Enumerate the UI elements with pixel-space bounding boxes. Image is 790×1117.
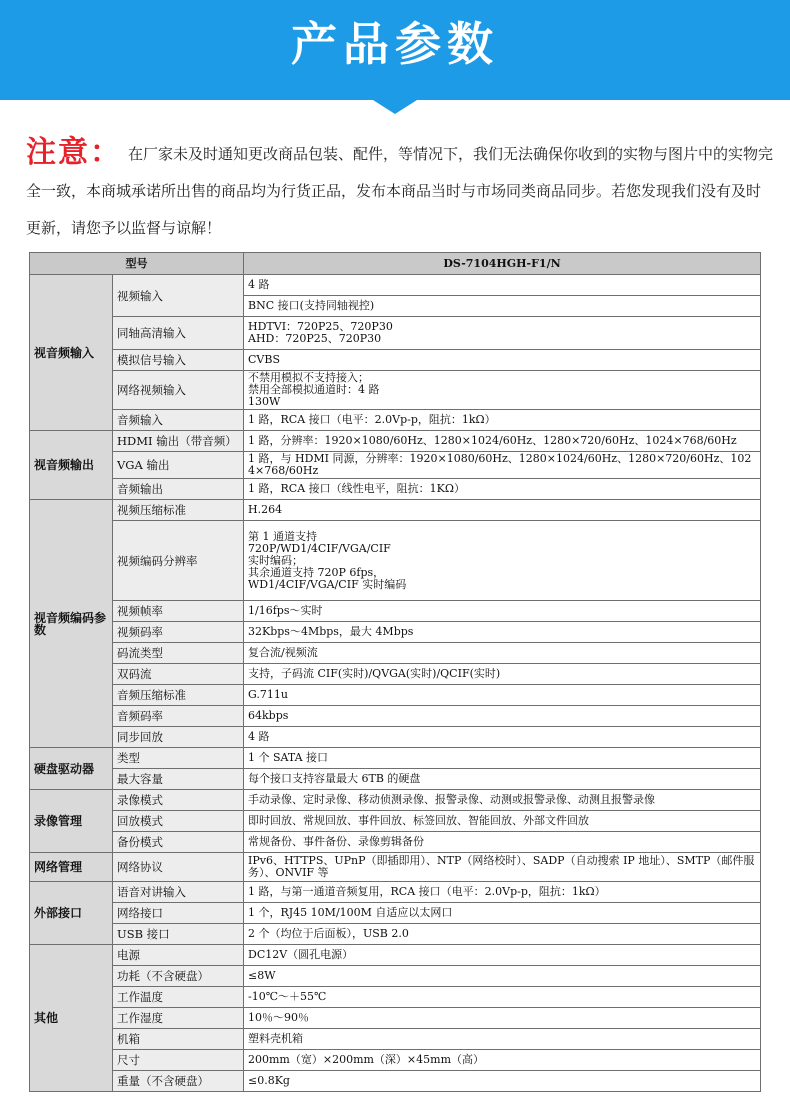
spec-label: 双码流	[113, 664, 244, 685]
spec-value: H.264	[244, 500, 761, 521]
spec-value: 10％～90％	[244, 1008, 761, 1029]
spec-value-line: WD1/4CIF/VGA/CIF 实时编码	[248, 577, 407, 591]
table-row	[30, 350, 761, 371]
spec-label: HDMI 输出（带音频）	[113, 431, 244, 452]
spec-label: 同步回放	[113, 727, 244, 748]
table-row	[30, 832, 761, 853]
spec-label: 网络视频输入	[113, 371, 244, 410]
spec-value: IPv6、HTTPS、UPnP（即插即用）、NTP（网络校时）、SADP（自动搜索 IP 地址）、SMTP（邮件服务）、ONVIF 等	[244, 853, 761, 882]
spec-label: 同轴高清输入	[113, 317, 244, 350]
table-row	[30, 1008, 761, 1029]
table-row	[30, 769, 761, 790]
spec-label: 视频帧率	[113, 601, 244, 622]
spec-value: G.711u	[244, 685, 761, 706]
table-row	[30, 987, 761, 1008]
spec-label: 电源	[113, 945, 244, 966]
table-row	[30, 924, 761, 945]
spec-value: ≤8W	[244, 966, 761, 987]
spec-value: 1 路，RCA 接口（电平：2.0Vp-p，阻抗：1kΩ）	[244, 410, 761, 431]
spec-value: 塑料壳机箱	[244, 1029, 761, 1050]
page-title: 产品参数	[291, 17, 499, 71]
spec-value: 复合流/视频流	[244, 643, 761, 664]
spec-value: 1 路，与第一通道音频复用，RCA 接口（电平：2.0Vp-p，阻抗：1kΩ）	[244, 882, 761, 903]
spec-value: 支持，子码流 CIF(实时)/QVGA(实时)/QCIF(实时)	[244, 664, 761, 685]
category-cell: 录像管理	[30, 790, 113, 853]
table-row	[30, 410, 761, 431]
spec-label: 机箱	[113, 1029, 244, 1050]
spec-label: 音频码率	[113, 706, 244, 727]
spec-value: 1 个，RJ45 10M/100M 自适应以太网口	[244, 903, 761, 924]
spec-value: 2 个（均位于后面板），USB 2.0	[244, 924, 761, 945]
spec-label: 视频输入	[113, 275, 244, 317]
spec-label: 工作温度	[113, 987, 244, 1008]
spec-value-line: 不禁用模拟不支持接入；	[248, 371, 369, 384]
table-row	[30, 790, 761, 811]
spec-value-line: AHD：720P25、720P30	[248, 332, 382, 345]
spec-value	[244, 371, 761, 410]
spec-label: 工作湿度	[113, 1008, 244, 1029]
spec-label: 模拟信号输入	[113, 350, 244, 371]
spec-value-line: 实时编码；	[248, 553, 303, 567]
category-cell: 硬盘驱动器	[30, 748, 113, 790]
category-cell: 外部接口	[30, 882, 113, 945]
table-row	[30, 945, 761, 966]
category-cell: 视音频输出	[30, 431, 113, 500]
spec-value: ≤0.8Kg	[244, 1071, 761, 1092]
spec-label: 网络协议	[113, 853, 244, 882]
spec-label: USB 接口	[113, 924, 244, 945]
spec-value: 即时回放、常规回放、事件回放、标签回放、智能回放、外部文件回放	[244, 811, 761, 832]
spec-value: BNC 接口(支持同轴视控)	[244, 296, 761, 317]
notice-paragraph	[26, 134, 774, 247]
table-row	[30, 371, 761, 410]
table-row	[30, 431, 761, 452]
table-row	[30, 601, 761, 622]
spec-value: 1/16fps～实时	[244, 601, 761, 622]
spec-label: 最大容量	[113, 769, 244, 790]
spec-value: 1 个 SATA 接口	[244, 748, 761, 769]
table-row	[30, 500, 761, 521]
category-cell: 视音频输入	[30, 275, 113, 431]
table-row	[30, 479, 761, 500]
spec-value: 每个接口支持容量最大 6TB 的硬盘	[244, 769, 761, 790]
spec-label: VGA 输出	[113, 452, 244, 479]
spec-label: 音频输出	[113, 479, 244, 500]
spec-label: 备份模式	[113, 832, 244, 853]
spec-label: 类型	[113, 748, 244, 769]
spec-value-line: HDTVI：720P25、720P30	[248, 320, 393, 333]
table-row	[30, 853, 761, 882]
spec-value: 1 路，分辨率：1920×1080/60Hz、1280×1024/60Hz、1280×720/60Hz、1024×768/60Hz	[244, 431, 761, 452]
table-row	[30, 664, 761, 685]
spec-value-line: 130W	[248, 395, 281, 408]
table-row	[30, 521, 761, 601]
table-row	[30, 727, 761, 748]
spec-value: -10℃～＋55℃	[244, 987, 761, 1008]
spec-value: DC12V（圆孔电源）	[244, 945, 761, 966]
spec-label: 重量（不含硬盘）	[113, 1071, 244, 1092]
spec-value: 4 路	[244, 727, 761, 748]
spec-label: 录像模式	[113, 790, 244, 811]
spec-label: 回放模式	[113, 811, 244, 832]
category-cell: 网络管理	[30, 853, 113, 882]
table-row	[30, 275, 761, 296]
spec-value: 64kbps	[244, 706, 761, 727]
spec-value: 4 路	[244, 275, 761, 296]
table-header-row	[30, 253, 761, 275]
table-row	[30, 622, 761, 643]
spec-value-line: 720P/WD1/4CIF/VGA/CIF	[248, 541, 391, 555]
spec-label: 视频压缩标准	[113, 500, 244, 521]
model-value: DS-7104HGH-F1/N	[244, 253, 761, 275]
spec-value: 1 路，与 HDMI 同源，分辨率：1920×1080/60Hz、1280×1024/60Hz、1280×720/60Hz、1024×768/60Hz	[244, 452, 761, 479]
spec-label: 功耗（不含硬盘）	[113, 966, 244, 987]
category-cell: 视音频编码参数	[30, 500, 113, 748]
banner-pointer	[373, 100, 417, 114]
header-banner	[0, 0, 790, 100]
table-row	[30, 1071, 761, 1092]
table-row	[30, 811, 761, 832]
table-row	[30, 903, 761, 924]
spec-value	[244, 521, 761, 601]
spec-value: 手动录像、定时录像、移动侦测录像、报警录像、动测或报警录像、动测且报警录像	[244, 790, 761, 811]
spec-label: 视频编码分辨率	[113, 521, 244, 601]
table-row	[30, 882, 761, 903]
table-row	[30, 706, 761, 727]
spec-label: 语音对讲输入	[113, 882, 244, 903]
spec-value	[244, 317, 761, 350]
table-row	[30, 685, 761, 706]
table-row	[30, 317, 761, 350]
model-label: 型号	[30, 253, 244, 275]
spec-label: 码流类型	[113, 643, 244, 664]
spec-table	[29, 252, 761, 1092]
spec-value-line: 其余通道支持 720P 6fps，	[248, 565, 385, 579]
spec-value: 1 路，RCA 接口（线性电平，阻抗：1KΩ）	[244, 479, 761, 500]
table-row	[30, 1050, 761, 1071]
spec-label: 网络接口	[113, 903, 244, 924]
table-row	[30, 748, 761, 769]
spec-value: 常规备份、事件备份、录像剪辑备份	[244, 832, 761, 853]
notice-label: 注意：	[26, 135, 122, 170]
table-row	[30, 1029, 761, 1050]
spec-value: 32Kbps～4Mbps，最大 4Mbps	[244, 622, 761, 643]
spec-value-line: 第 1 通道支持	[248, 529, 317, 543]
spec-label: 视频码率	[113, 622, 244, 643]
notice-text: 在厂家未及时通知更改商品包装、配件，等情况下，我们无法确保你收到的实物与图片中的实物完全一致，本商城承诺所出售的商品均为行货正品，发布本商品当时与市场同类商品同步。若您发现我们没有及时更新，请您予以监督与谅解！	[26, 145, 774, 237]
spec-value-line: 禁用全部模拟通道时：4 路	[248, 383, 380, 396]
spec-label: 尺寸	[113, 1050, 244, 1071]
spec-label: 音频输入	[113, 410, 244, 431]
category-cell: 其他	[30, 945, 113, 1092]
table-row	[30, 452, 761, 479]
spec-label: 音频压缩标准	[113, 685, 244, 706]
table-row	[30, 643, 761, 664]
spec-value: 200mm（宽）×200mm（深）×45mm（高）	[244, 1050, 761, 1071]
table-row	[30, 966, 761, 987]
spec-value: CVBS	[244, 350, 761, 371]
